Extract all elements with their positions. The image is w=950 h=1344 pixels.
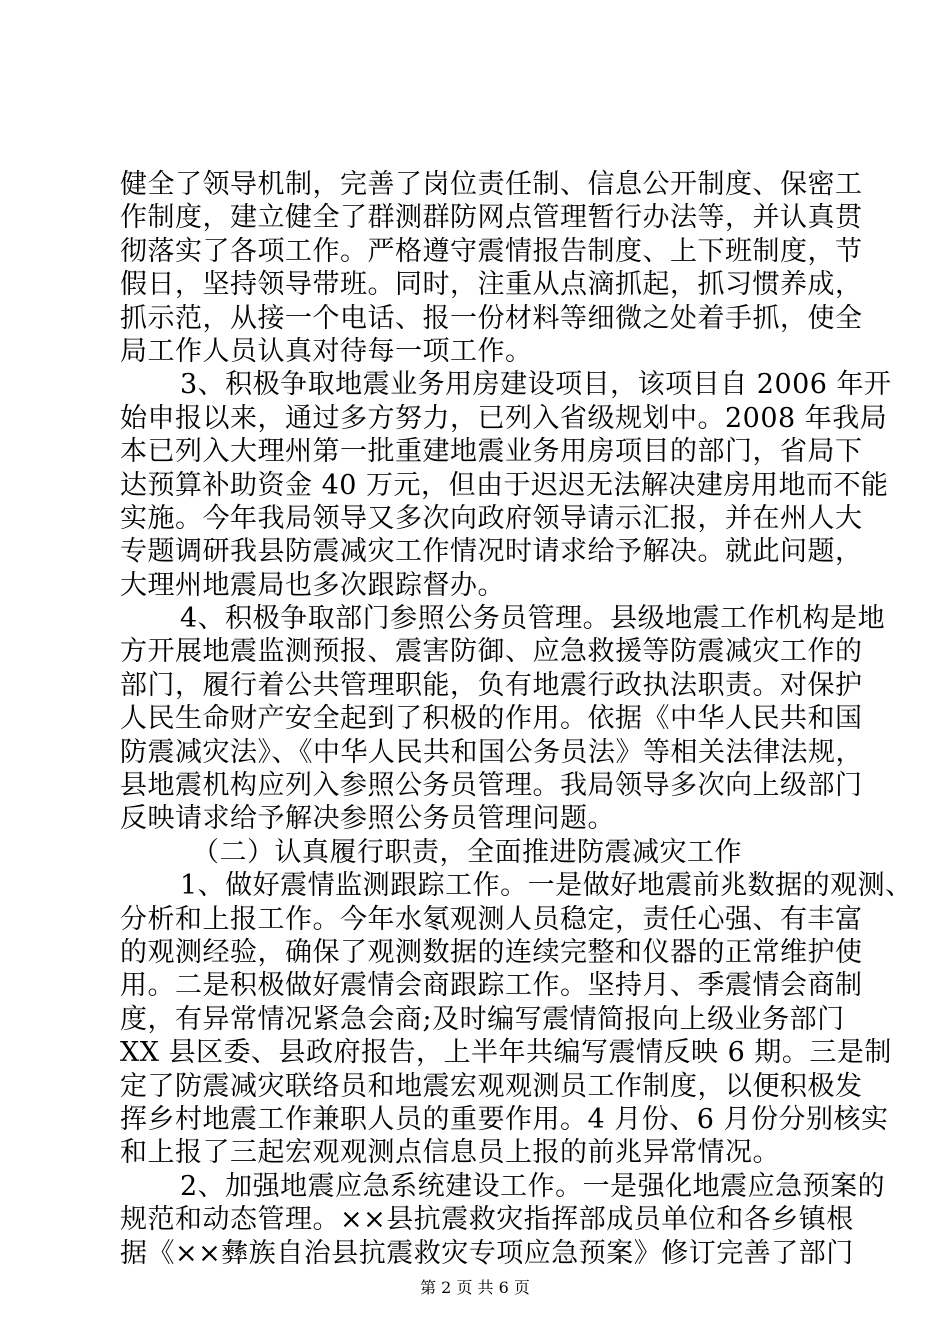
text-line: 定了防震减灾联络员和地震宏观观测员工作制度，以便积极发 [120,1070,863,1102]
paragraph-start-2: 2、加强地震应急系统建设工作。一是强化地震应急预案的 [180,1170,886,1202]
text-line: 彻落实了各项工作。严格遵守震情报告制度、上下班制度，节 [120,235,863,267]
text-line: 反映请求给予解决参照公务员管理问题。 [120,803,615,835]
text-line: 防震减灾法》、《中华人民共和国公务员法》等相关法律法规， [120,736,863,768]
text-line: 局工作人员认真对待每一项工作。 [120,335,533,367]
document-body [120,168,913,1270]
text-line: 挥乡村地震工作兼职人员的重要作用。4 月份、6 月份分别核实 [120,1103,889,1135]
text-line: 分析和上报工作。今年水氡观测人员稳定，责任心强、有丰富 [120,903,863,935]
text-line: 规范和动态管理。××县抗震救灾指挥部成员单位和各乡镇根 [120,1204,854,1236]
text-line: 专题调研我县防震减灾工作情况时请求给予解决。就此问题， [120,536,863,568]
text-line: 度，有异常情况紧急会商;及时编写震情简报向上级业务部门 [120,1003,845,1035]
text-line: 的观测经验，确保了观测数据的连续完整和仪器的正常维护使 [120,936,863,968]
text-line: 始申报以来，通过多方努力，已列入省级规划中。2008 年我局 [120,402,888,434]
section-heading: （二）认真履行职责，全面推进防震减灾工作 [192,836,742,868]
text-line: 抓示范，从接一个电话、报一份材料等细微之处着手抓，使全 [120,302,863,334]
text-line: 本已列入大理州第一批重建地震业务用房项目的部门，省局下 [120,436,863,468]
text-line: 人民生命财产安全起到了积极的作用。依据《中华人民共和国 [120,703,863,735]
text-line: 和上报了三起宏观观测点信息员上报的前兆异常情况。 [120,1137,780,1169]
text-line: 据《××彝族自治县抗震救灾专项应急预案》修订完善了部门 [120,1237,854,1269]
text-line: 用。二是积极做好震情会商跟踪工作。坚持月、季震情会商制 [120,970,863,1002]
text-line: 大理州地震局也多次跟踪督办。 [120,569,505,601]
text-line: 达预算补助资金 40 万元，但由于迟迟无法解决建房用地而不能 [120,469,889,501]
text-line: 部门，履行着公共管理职能，负有地震行政执法职责。对保护 [120,669,863,701]
text-line: XX 县区委、县政府报告，上半年共编写震情反映 6 期。三是制 [120,1037,892,1069]
paragraph-start-3: 3、积极争取地震业务用房建设项目，该项目自 2006 年开 [180,369,892,401]
page-number-footer: 第 2 页 共 6 页 [420,1278,530,1297]
text-line: 实施。今年我局领导又多次向政府领导请示汇报，并在州人大 [120,502,863,534]
paragraph-start-4: 4、积极争取部门参照公务员管理。县级地震工作机构是地 [180,603,886,635]
text-line: 假日，坚持领导带班。同时，注重从点滴抓起，抓习惯养成， [120,269,863,301]
text-line: 健全了领导机制，完善了岗位责任制、信息公开制度、保密工 [120,169,863,200]
text-line: 县地震机构应列入参照公务员管理。我局领导多次向上级部门 [120,770,863,802]
text-line: 方开展地震监测预报、震害防御、应急救援等防震减灾工作的 [120,636,863,668]
text-line: 作制度，建立健全了群测群防网点管理暂行办法等，并认真贯 [120,202,863,234]
paragraph-start-1: 1、做好震情监测跟踪工作。一是做好地震前兆数据的观测、 [180,870,913,902]
